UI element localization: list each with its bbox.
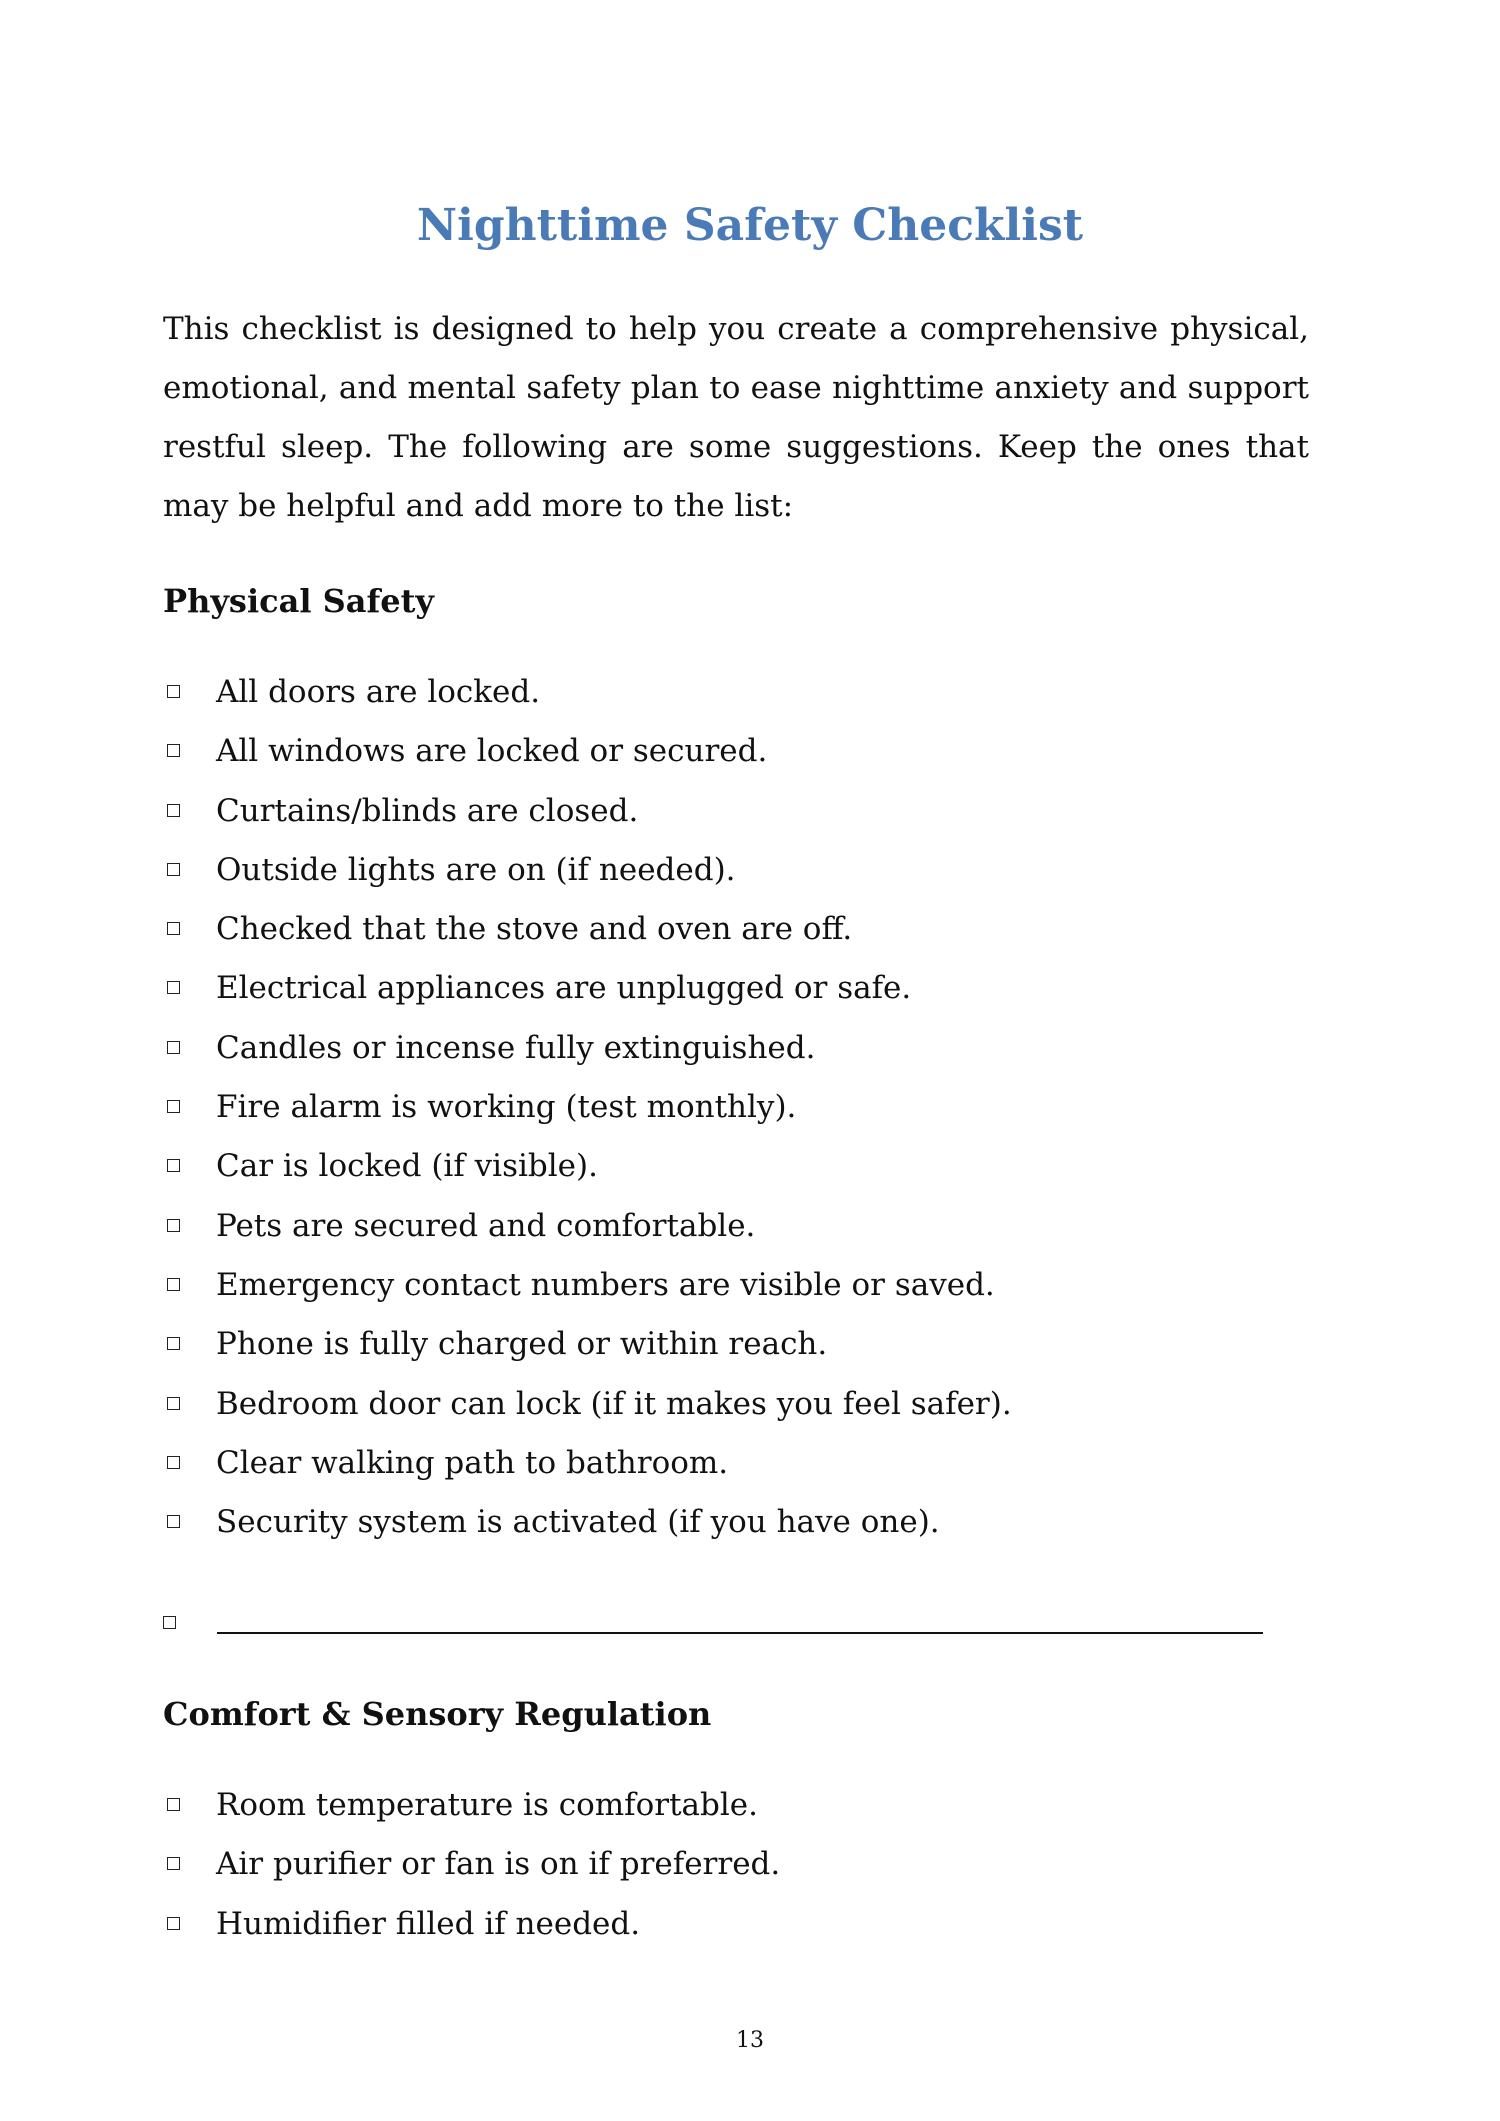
checkbox-icon[interactable] <box>167 744 180 757</box>
checklist-item-label: All windows are locked or secured. <box>216 733 768 770</box>
checklist-item[interactable] <box>163 1078 1012 1137</box>
checklist-item[interactable] <box>163 1835 780 1894</box>
checkbox-icon[interactable] <box>167 685 180 698</box>
checklist-item[interactable] <box>163 1776 780 1835</box>
checklist-item[interactable] <box>163 841 1012 900</box>
checklist-item-label: All doors are locked. <box>216 674 541 710</box>
checklist-item[interactable] <box>163 1197 1012 1256</box>
checklist-item-label: Air purifier or fan is on if preferred. <box>216 1846 781 1883</box>
checkbox-icon[interactable] <box>167 1041 180 1054</box>
comfort-sensory-checklist <box>163 1776 780 1954</box>
checklist-item-label: Humidifier filled if needed. <box>216 1905 641 1942</box>
page-number: 13 <box>736 2028 764 2053</box>
checklist-item[interactable] <box>163 782 1012 841</box>
checkbox-icon[interactable] <box>167 1278 180 1291</box>
checklist-item-label: Curtains/blinds are closed. <box>216 792 639 829</box>
section-heading-physical-safety: Physical Safety <box>163 582 434 620</box>
checkbox-icon[interactable] <box>167 1100 180 1113</box>
checklist-item-label: Checked that the stove and oven are off. <box>216 911 853 948</box>
checklist-item[interactable] <box>163 1493 1012 1552</box>
checklist-item[interactable] <box>163 1137 1012 1196</box>
checklist-item[interactable] <box>163 1019 1012 1078</box>
checklist-item-label: Pets are secured and comfortable. <box>216 1207 756 1244</box>
section-heading-comfort-sensory: Comfort & Sensory Regulation <box>163 1695 712 1733</box>
checkbox-icon[interactable] <box>167 922 180 935</box>
checkbox-icon[interactable] <box>167 981 180 994</box>
checklist-item[interactable] <box>163 1895 780 1954</box>
checklist-item-label: Phone is fully charged or within reach. <box>216 1326 828 1363</box>
checkbox-icon[interactable] <box>167 1798 180 1811</box>
checkbox-icon[interactable] <box>163 1616 176 1629</box>
blank-checklist-item[interactable] <box>163 1596 1263 1646</box>
checklist-item[interactable] <box>163 900 1012 959</box>
checklist-item-label: Clear walking path to bathroom. <box>216 1444 729 1481</box>
page-title: Nighttime Safety Checklist <box>416 200 1084 251</box>
write-in-line[interactable] <box>217 1632 1263 1634</box>
checklist-item[interactable] <box>163 722 1012 781</box>
checkbox-icon[interactable] <box>167 1337 180 1350</box>
checklist-item[interactable] <box>163 663 1012 722</box>
checklist-item[interactable] <box>163 1315 1012 1374</box>
checklist-item[interactable] <box>163 959 1012 1018</box>
checkbox-icon[interactable] <box>167 863 180 876</box>
checklist-item[interactable] <box>163 1434 1012 1493</box>
checklist-item-label: Car is locked (if visible). <box>216 1148 598 1185</box>
intro-paragraph: This checklist is designed to help you create a comprehensive physical, emotional, and mental safety plan to ease nighttime anxiety and support restful sleep. The following are some suggestions. Keep the ones that may be helpful and add more to the list: <box>163 311 1309 524</box>
checkbox-icon[interactable] <box>167 1857 180 1870</box>
checklist-item-label: Outside lights are on (if needed). <box>216 851 736 888</box>
checklist-item-label: Bedroom door can lock (if it makes you feel safer). <box>216 1385 1012 1422</box>
checklist-item[interactable] <box>163 1256 1012 1315</box>
checkbox-icon[interactable] <box>167 1219 180 1232</box>
checkbox-icon[interactable] <box>167 1456 180 1469</box>
checklist-item-label: Electrical appliances are unplugged or safe. <box>216 970 912 1007</box>
checkbox-icon[interactable] <box>167 1159 180 1172</box>
physical-safety-checklist <box>163 663 1012 1552</box>
checkbox-icon[interactable] <box>167 1515 180 1528</box>
checklist-item-label: Fire alarm is working (test monthly). <box>216 1089 797 1126</box>
checklist-item[interactable] <box>163 1375 1012 1434</box>
checkbox-icon[interactable] <box>167 1397 180 1410</box>
checklist-item-label: Room temperature is comfortable. <box>216 1787 759 1823</box>
checklist-item-label: Emergency contact numbers are visible or saved. <box>216 1266 995 1303</box>
checkbox-icon[interactable] <box>167 1917 180 1930</box>
checklist-item-label: Candles or incense fully extinguished. <box>216 1029 816 1066</box>
checkbox-icon[interactable] <box>167 804 180 817</box>
checklist-item-label: Security system is activated (if you have one). <box>216 1504 940 1541</box>
